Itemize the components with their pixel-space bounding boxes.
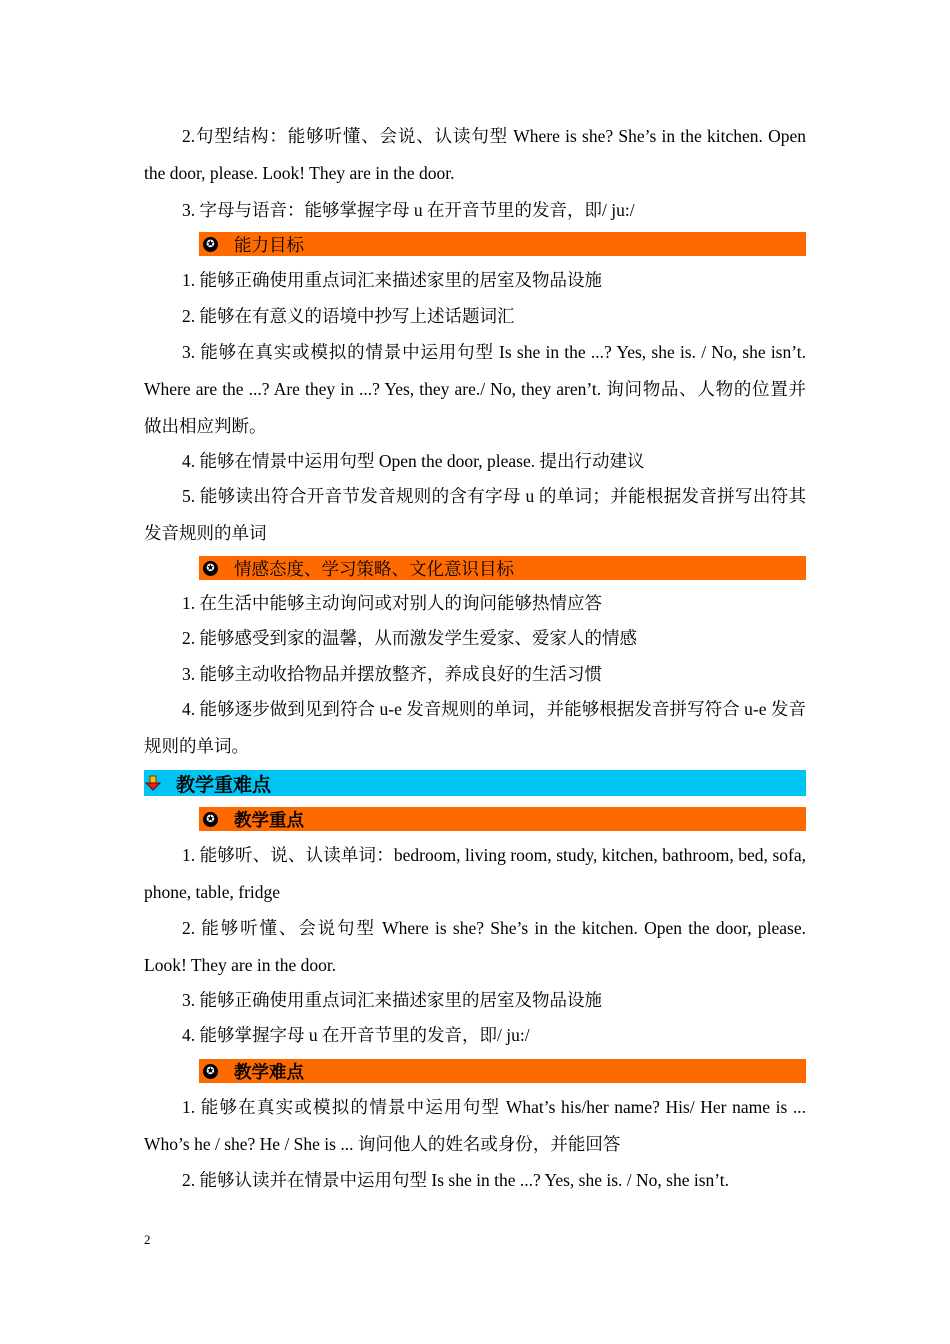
heading-teaching-focus-difficulty-text: 教学重难点 xyxy=(176,774,272,796)
download-arrow-icon xyxy=(144,774,162,792)
heading-teaching-focus-text: 教学重点 xyxy=(234,809,304,830)
emotion-item: 4. 能够逐步做到见到符合 u-e 发音规则的单词，并能够根据发音拼写符合 u-e 发音规则的单词。 xyxy=(144,699,806,756)
star-bullet-icon: ✪ xyxy=(203,237,218,252)
ability-item: 5. 能够读出符合开音节发音规则的含有字母 u 的单词；并能根据发音拼写出符其发音规则的单词 xyxy=(144,486,806,543)
page-number: 2 xyxy=(144,1232,151,1247)
ability-item: 3. 能够在真实或模拟的情景中运用句型 Is she in the ...? Yes, she is. / No, she isn’t. Where are the ...? Are they in ...? Yes, they are./ No, they aren’t. 询问物品、人物的位置并做出相应判断。 xyxy=(144,342,806,436)
emotion-item: 2. 能够感受到家的温馨，从而激发学生爱家、爱家人的情感 xyxy=(182,628,637,648)
focus-item: 2. 能够听懂、会说句型 Where is she? She’s in the kitchen. Open the door, please. Look! They are in the door. xyxy=(144,918,806,975)
heading-teaching-difficulty xyxy=(199,1059,806,1083)
ability-item: 4. 能够在情景中运用句型 Open the door, please. 提出行动建议 xyxy=(182,451,645,471)
difficulty-item: 1. 能够在真实或模拟的情景中运用句型 What’s his/her name? His/ Her name is ... Who’s he / she? He / She is ... 询问他人的姓名或身份，并能回答 xyxy=(144,1097,806,1154)
heading-emotion-goals-text: 情感态度、学习策略、文化意识目标 xyxy=(234,558,514,579)
heading-emotion-goals xyxy=(199,556,806,580)
paragraph-letters-sounds: 3. 字母与语音：能够掌握字母 u 在开音节里的发音，即/ ju:/ xyxy=(182,200,635,220)
emotion-item: 3. 能够主动收拾物品并摆放整齐，养成良好的生活习惯 xyxy=(182,664,602,684)
difficulty-item: 2. 能够认读并在情景中运用句型 Is she in the ...? Yes, she is. / No, she isn’t. xyxy=(182,1170,730,1190)
ability-item: 1. 能够正确使用重点词汇来描述家里的居室及物品设施 xyxy=(182,270,602,290)
focus-item: 3. 能够正确使用重点词汇来描述家里的居室及物品设施 xyxy=(182,990,602,1010)
paragraph-sentence-structure: 2.句型结构：能够听懂、会说、认读句型 Where is she? She’s in the kitchen. Open the door, please. Look! They are in the door. xyxy=(144,126,806,183)
star-bullet-icon: ✪ xyxy=(203,561,218,576)
heading-teaching-difficulty-text: 教学难点 xyxy=(234,1061,304,1082)
focus-item: 1. 能够听、说、认读单词：bedroom, living room, study, kitchen, bathroom, bed, sofa, phone, table, fridge xyxy=(144,845,806,902)
heading-ability-goals-text: 能力目标 xyxy=(234,234,304,255)
star-bullet-icon: ✪ xyxy=(203,812,218,827)
emotion-item: 1. 在生活中能够主动询问或对别人的询问能够热情应答 xyxy=(182,593,602,613)
focus-item: 4. 能够掌握字母 u 在开音节里的发音，即/ ju:/ xyxy=(182,1025,530,1045)
heading-teaching-focus-difficulty xyxy=(144,770,806,796)
star-bullet-icon: ✪ xyxy=(203,1064,218,1079)
heading-teaching-focus xyxy=(199,807,806,831)
ability-item: 2. 能够在有意义的语境中抄写上述话题词汇 xyxy=(182,306,515,326)
heading-ability-goals xyxy=(199,232,806,256)
